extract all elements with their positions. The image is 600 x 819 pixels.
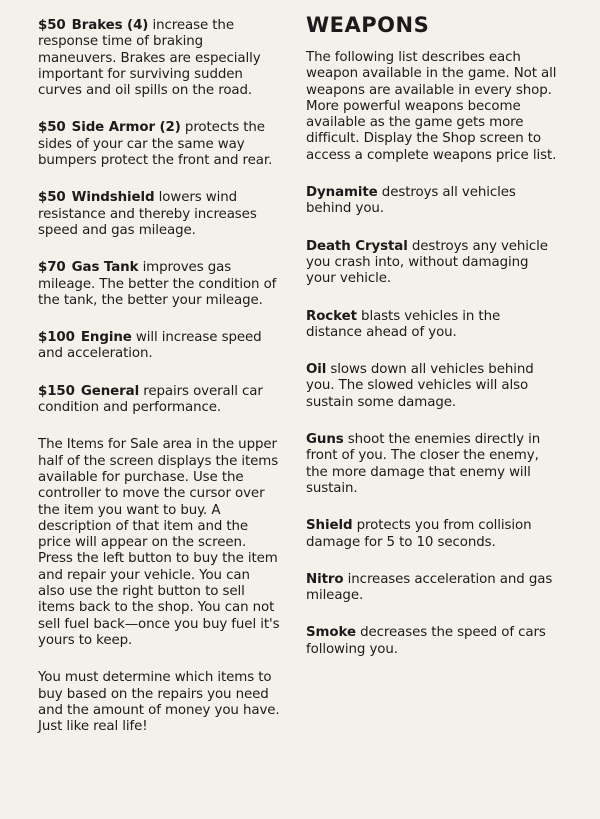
weapon-name: Smoke xyxy=(306,625,356,641)
weapon-name: Oil xyxy=(306,362,327,378)
item-price: $50 xyxy=(38,190,66,206)
weapon-rocket xyxy=(306,309,558,342)
item-desc: repairs overall car condition and performance. xyxy=(38,383,263,416)
item-desc: lowers wind resistance and thereby increases speed and gas mileage. xyxy=(38,190,257,238)
weapon-desc: decreases the speed of cars following you. xyxy=(306,625,546,657)
weapon-name: Shield xyxy=(306,518,353,534)
item-name: General xyxy=(80,383,140,399)
paragraph-determine: You must determine which items to buy based on the repairs you need and the amount of money you have. Just like real life! xyxy=(38,670,280,735)
weapon-desc: protects you from collision damage for 5 to 10 seconds. xyxy=(306,518,532,550)
weapons-intro: The following list describes each weapon available in the game. Not all weapons are available in every shop. More powerful weapons become available as the game gets more difficult. Display the Shop screen to access a complete weapons price list. xyxy=(306,50,557,163)
weapon-oil xyxy=(306,362,558,411)
weapon-desc: blasts vehicles in the distance ahead of you. xyxy=(306,308,501,340)
weapon-name: Death Crystal xyxy=(306,238,408,254)
item-name: Gas Tank xyxy=(71,260,139,276)
weapon-name: Dynamite xyxy=(306,185,378,201)
weapon-desc: destroys any vehicle you crash into, without damaging your vehicle. xyxy=(306,238,548,287)
item-desc: increase the response time of braking maneuvers. Brakes are especially important for surviving sudden curves and oil spills on the road. xyxy=(38,18,261,99)
item-price: $100 xyxy=(38,330,75,346)
item-desc: protects the sides of your car the same way bumpers protect the front and rear. xyxy=(38,120,273,169)
item-engine xyxy=(38,330,280,363)
item-windshield xyxy=(38,190,280,239)
weapon-guns xyxy=(306,432,558,497)
item-brakes xyxy=(38,18,280,99)
weapon-shield xyxy=(306,518,558,551)
item-name: Engine xyxy=(80,330,132,346)
weapon-desc: slows down all vehicles behind you. The slowed vehicles will also sustain some damage. xyxy=(306,362,534,410)
weapons-heading: WEAPONS xyxy=(306,13,430,37)
item-price: $70 xyxy=(38,260,66,276)
item-gas-tank xyxy=(38,260,280,309)
weapon-desc: increases acceleration and gas mileage. xyxy=(306,571,553,604)
weapon-desc: destroys all vehicles behind you. xyxy=(306,185,516,217)
weapon-nitro xyxy=(306,572,558,605)
weapon-desc: shoot the enemies directly in front of you. The closer the enemy, the more damage that enemy will sustain. xyxy=(306,432,541,496)
left-column xyxy=(38,18,280,756)
item-price: $150 xyxy=(38,383,75,399)
item-name: Windshield xyxy=(71,190,155,206)
item-name: Side Armor (2) xyxy=(71,120,181,136)
weapon-name: Guns xyxy=(306,432,344,448)
paragraph-items-for-sale: The Items for Sale area in the upper half of the screen displays the items available for purchase. Use the controller to move the cursor over the item you want to buy. A description of that item and the price will appear on the screen. Press the left button to buy the item and repair your vehicle. You can also use the right button to sell items back to the shop. You can not sell fuel back—once you buy fuel it's yours to keep. xyxy=(38,437,280,648)
weapon-death-crystal xyxy=(306,239,558,288)
weapon-name: Rocket xyxy=(306,308,357,324)
weapon-dynamite xyxy=(306,185,558,218)
item-desc: improves gas mileage. The better the condition of the tank, the better your mileage. xyxy=(38,260,277,308)
weapon-name: Nitro xyxy=(306,571,344,587)
item-general xyxy=(38,384,280,417)
item-side-armor xyxy=(38,120,280,169)
right-column xyxy=(306,13,558,679)
item-desc: will increase speed and acceleration. xyxy=(38,330,262,362)
item-name: Brakes (4) xyxy=(71,18,149,33)
item-price: $50 xyxy=(38,120,66,136)
item-price: $50 xyxy=(38,18,66,33)
weapon-smoke xyxy=(306,625,558,658)
